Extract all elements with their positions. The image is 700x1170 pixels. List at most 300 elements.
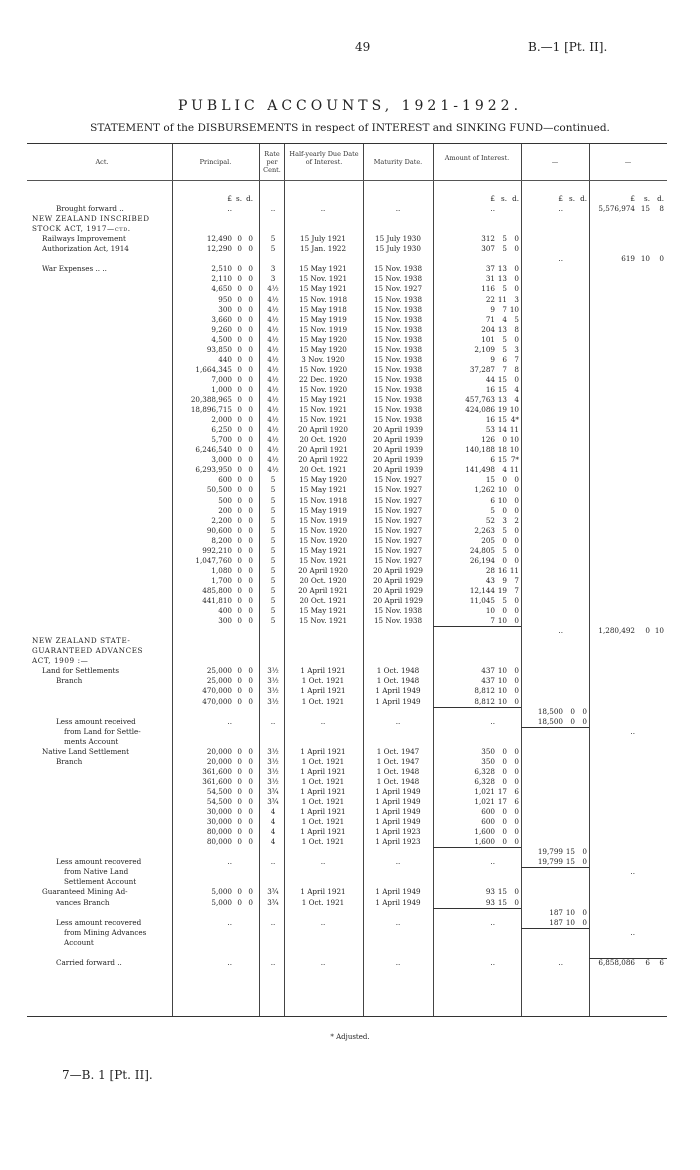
cell-ps: 0 (237, 797, 242, 806)
cell-a: .. (558, 254, 563, 264)
table-row (27, 355, 667, 365)
total-rule (521, 867, 589, 868)
cell-i: 11,045 (469, 596, 495, 605)
cell-is: 0 (502, 435, 507, 445)
cell-m: 1 Oct. 1947 (376, 746, 420, 756)
cell-pd: 0 (248, 555, 253, 565)
table-row (27, 958, 667, 968)
cell-id: 4 (514, 384, 519, 394)
cell-m: 1 April 1949 (375, 696, 421, 706)
cell-d: 20 April 1921 (298, 585, 348, 595)
cell-id: 0 (514, 756, 519, 766)
header-col-b: — (624, 158, 632, 166)
table-row (27, 767, 667, 777)
table-row (27, 918, 667, 928)
cell-ps: 0 (237, 776, 242, 786)
cell-d: .. (320, 957, 326, 967)
cell-m: 15 Nov. 1927 (373, 545, 423, 555)
cell-d: 15 Nov. 1920 (298, 525, 348, 535)
cell-pd: 0 (248, 465, 253, 475)
cell-is: s. (501, 194, 507, 203)
cell-is: 19 (497, 585, 507, 595)
table-row (27, 928, 667, 938)
cell-ps: 0 (237, 807, 242, 817)
cell-m: 15 July 1930 (375, 234, 421, 244)
cell-is: 10 (497, 495, 507, 505)
cell-d: 15 May 1921 (299, 284, 347, 294)
cell-id: 0 (514, 234, 519, 244)
total-rule (589, 958, 667, 959)
cell-pd: 0 (248, 505, 253, 515)
cell-pd: 0 (248, 585, 253, 595)
cell-d: 1 April 1921 (300, 807, 346, 817)
cell-r: 4½ (267, 304, 279, 314)
table-row (27, 898, 667, 908)
cell-m: 1 April 1949 (375, 897, 421, 907)
cell-r: 3½ (267, 756, 279, 766)
cell-r: 5 (270, 545, 276, 555)
cell-act: from Land for Settle- (64, 726, 141, 736)
table-row (27, 887, 667, 897)
cell-pd: 0 (248, 415, 253, 425)
cell-d: 20 April 1921 (298, 445, 348, 455)
cell-r: 3½ (267, 766, 279, 776)
table-row (27, 576, 667, 586)
cell-i: 1,600 (474, 827, 495, 837)
table-row (27, 787, 667, 797)
cell-r: 5 (270, 505, 276, 515)
cell-i: .. (490, 857, 495, 867)
cell-m: 1 Oct. 1947 (376, 756, 420, 766)
cell-d: 15 July 1921 (300, 234, 346, 244)
cell-a: .. (558, 626, 563, 636)
cell-i: 31 (485, 274, 495, 284)
cell-i: 140,188 (465, 445, 495, 455)
cell-i: 71 (485, 314, 495, 324)
cell-r: 4½ (267, 384, 279, 394)
cell-b: .. (630, 867, 635, 877)
cell-m: 15 Nov. 1927 (373, 495, 423, 505)
table-row (27, 757, 667, 767)
page-number: 49 (355, 40, 371, 54)
cell-i: £ (490, 194, 495, 203)
table-row (27, 867, 667, 877)
cell-is: 0 (502, 475, 507, 485)
cell-i: 6 (490, 455, 495, 465)
cell-p: 950 (218, 294, 232, 304)
cell-ps: 0 (237, 405, 242, 415)
cell-p: 80,000 (206, 837, 232, 847)
cell-id: 7 (514, 354, 519, 364)
cell-r: 4 (270, 807, 276, 817)
cell-bd: 0 (659, 254, 664, 264)
table-row (27, 837, 667, 847)
cell-act: Guaranteed Mining Ad- (42, 887, 128, 897)
cell-is: 13 (497, 395, 507, 404)
cell-act: GUARANTEED ADVANCES (32, 646, 144, 656)
cell-d: 15 Nov. 1921 (298, 555, 348, 565)
cell-i: 24,805 (469, 545, 495, 555)
cell-ps: 0 (237, 495, 242, 505)
cell-p: 200 (218, 505, 232, 515)
cell-id: 0 (514, 897, 519, 907)
cell-m: 20 April 1939 (373, 435, 423, 445)
cell-m: .. (395, 957, 401, 967)
table-row (27, 616, 667, 626)
table-row (27, 244, 667, 254)
cell-r: 5 (270, 244, 276, 254)
cell-act: Branch (56, 676, 83, 686)
cell-r: 4½ (267, 324, 279, 334)
cell-a: £ (558, 194, 563, 203)
cell-i: 28 (485, 565, 495, 575)
table-row (27, 676, 667, 686)
cell-is: 13 (497, 274, 507, 284)
cell-id: 0 (514, 284, 519, 294)
cell-m: 20 April 1929 (373, 585, 423, 595)
cell-a: 18,500 (537, 706, 563, 716)
cell-ad: d. (580, 194, 587, 203)
cell-is: 16 (497, 565, 507, 575)
cell-pd: 0 (248, 314, 253, 324)
cell-id: 0 (514, 555, 519, 565)
cell-ps: 0 (237, 455, 242, 465)
table-row (27, 214, 667, 224)
cell-r: 3 (270, 274, 276, 284)
table-row (27, 204, 667, 214)
cell-p: 12,290 (206, 244, 232, 254)
cell-i: 424,086 (465, 405, 495, 415)
cell-act: Carried forward .. (56, 957, 122, 967)
cell-id: 0 (514, 485, 519, 495)
cell-id: 0 (514, 766, 519, 776)
cell-m: 1 April 1949 (375, 686, 421, 696)
cell-m: .. (395, 917, 401, 927)
cell-pd: 0 (248, 274, 253, 284)
cell-p: 18,896,715 (190, 405, 232, 415)
cell-act: Land for Settlements (42, 666, 120, 676)
cell-r: 4½ (267, 284, 279, 294)
table-row (27, 747, 667, 757)
table-row (27, 234, 667, 244)
cell-pd: 0 (248, 234, 253, 244)
cell-m: 15 Nov. 1938 (373, 606, 423, 616)
cell-is: 19 (497, 405, 507, 415)
cell-as: 0 (570, 706, 575, 716)
table-row (27, 485, 667, 495)
cell-ps: 0 (237, 304, 242, 314)
table-row (27, 636, 667, 646)
cell-as: 15 (565, 857, 575, 867)
cell-id: 8 (514, 364, 519, 374)
cell-i: 22 (485, 294, 495, 304)
total-rule (433, 707, 521, 708)
cell-p: 3,660 (211, 314, 232, 324)
cell-m: .. (395, 857, 401, 867)
cell-id: 0 (514, 264, 519, 274)
cell-p: 2,200 (211, 515, 232, 525)
table-row (27, 596, 667, 606)
cell-b: 5,576,974 (598, 204, 635, 214)
cell-r: 3¾ (267, 786, 279, 796)
cell-ps: 0 (237, 786, 242, 796)
cell-id: 0 (514, 827, 519, 837)
cell-i: 101 (481, 334, 495, 344)
cell-d: 15 Nov. 1920 (298, 535, 348, 545)
cell-i: 6,328 (474, 776, 495, 786)
cell-i: 307 (481, 244, 495, 254)
cell-ad: 0 (582, 917, 587, 927)
cell-act: NEW ZEALAND STATE- (32, 636, 131, 646)
cell-p: 4,650 (211, 284, 232, 294)
cell-is: 15 (497, 897, 507, 907)
cell-p: 20,000 (206, 746, 232, 756)
cell-p: 441,810 (202, 596, 232, 605)
cell-pd: 0 (248, 766, 253, 776)
total-rule (433, 626, 521, 627)
cell-p: 1,700 (211, 575, 232, 585)
cell-d: 15 May 1921 (299, 485, 347, 495)
cell-is: 13 (497, 324, 507, 334)
cell-pd: 0 (248, 515, 253, 525)
cell-i: 600 (481, 817, 495, 827)
cell-ps: 0 (237, 445, 242, 455)
cell-act: Branch (56, 756, 83, 766)
cell-i: 600 (481, 807, 495, 817)
total-rule (433, 847, 521, 848)
cell-m: 1 April 1949 (375, 786, 421, 796)
cell-a: 19,799 (537, 847, 563, 857)
table-row (27, 717, 667, 727)
cell-p: .. (227, 204, 232, 214)
cell-m: 20 April 1929 (373, 596, 423, 605)
cell-is: 5 (502, 596, 507, 605)
cell-p: 25,000 (206, 666, 232, 676)
table-row (27, 335, 667, 345)
cell-id: 7 (514, 575, 519, 585)
cell-p: 300 (218, 616, 232, 626)
cell-m: 1 April 1949 (375, 887, 421, 897)
cell-ps: 0 (237, 565, 242, 575)
cell-m: 20 April 1939 (373, 425, 423, 435)
cell-d: 15 May 1920 (299, 475, 347, 485)
cell-id: 0 (514, 274, 519, 284)
cell-p: 470,000 (202, 696, 232, 706)
cell-i: 437 (481, 676, 495, 686)
cell-i: 126 (481, 435, 495, 445)
cell-id: 7* (510, 455, 519, 465)
cell-is: 10 (497, 485, 507, 495)
cell-id: 0 (514, 374, 519, 384)
cell-bs: 0 (645, 626, 650, 636)
cell-i: 350 (481, 746, 495, 756)
cell-id: 0 (514, 545, 519, 555)
statement-subtitle: STATEMENT of the DISBURSEMENTS in respect of INTEREST and SINKING FUND—continued. (90, 122, 610, 134)
table-row (27, 345, 667, 355)
cell-d: 1 Oct. 1921 (301, 797, 345, 806)
cell-i: 457,763 (465, 395, 495, 404)
cell-p: 30,000 (206, 807, 232, 817)
cell-m: 15 Nov. 1938 (373, 314, 423, 324)
cell-d: 20 Oct. 1921 (299, 596, 347, 605)
cell-act: Native Land Settlement (42, 746, 130, 756)
cell-is: 7 (502, 304, 507, 314)
cell-p: 9,260 (211, 324, 232, 334)
cell-id: 0 (514, 525, 519, 535)
cell-p: 5,700 (211, 435, 232, 445)
cell-ps: 0 (237, 515, 242, 525)
table-row (27, 315, 667, 325)
table-row (27, 254, 667, 264)
cell-id: 0 (514, 334, 519, 344)
cell-i: 350 (481, 756, 495, 766)
table-row (27, 415, 667, 425)
cell-i: 10 (485, 606, 495, 616)
cell-id: 0 (514, 244, 519, 254)
cell-pd: 0 (248, 525, 253, 535)
cell-m: 15 Nov. 1938 (373, 384, 423, 394)
cell-ps: 0 (237, 274, 242, 284)
cell-pd: 0 (248, 304, 253, 314)
cell-m: 15 Nov. 1927 (373, 515, 423, 525)
cell-ps: 0 (237, 354, 242, 364)
cell-is: 13 (497, 264, 507, 274)
cell-pd: 0 (248, 354, 253, 364)
cell-id: 0 (514, 746, 519, 756)
cell-is: 10 (497, 616, 507, 626)
cell-id: 10 (509, 445, 519, 455)
cell-id: 0 (514, 807, 519, 817)
cell-pd: 0 (248, 495, 253, 505)
table-row (27, 847, 667, 857)
cell-as: 0 (570, 716, 575, 726)
cell-is: 0 (502, 505, 507, 515)
cell-is: 10 (497, 676, 507, 686)
cell-as: 10 (565, 917, 575, 927)
cell-pd: 0 (248, 475, 253, 485)
cell-i: 16 (485, 384, 495, 394)
cell-act: War Expenses .. .. (42, 264, 107, 274)
cell-r: 4½ (267, 445, 279, 455)
cell-r: 4½ (267, 294, 279, 304)
cell-d: 15 Nov. 1920 (298, 364, 348, 374)
cell-act: ACT, 1909 :— (32, 656, 89, 666)
cell-m: 15 Nov. 1927 (373, 525, 423, 535)
cell-i: 7 (490, 616, 495, 626)
cell-i: 12,144 (469, 585, 495, 595)
cell-m: 15 Nov. 1938 (373, 364, 423, 374)
cell-r: 5 (270, 495, 276, 505)
cell-i: 53 (485, 425, 495, 435)
cell-p: 12,490 (206, 234, 232, 244)
cell-pd: 0 (248, 545, 253, 555)
cell-d: 22 Dec. 1920 (298, 374, 348, 384)
cell-i: 2,263 (474, 525, 495, 535)
cell-d: 15 Nov. 1921 (298, 616, 348, 626)
cell-r: 4½ (267, 374, 279, 384)
cell-i: 1,021 (474, 786, 495, 796)
table-row (27, 516, 667, 526)
cell-m: .. (395, 716, 401, 726)
cell-p: 440 (218, 354, 232, 364)
cell-as: 15 (565, 847, 575, 857)
cell-ps: 0 (237, 596, 242, 605)
cell-p: .. (227, 957, 232, 967)
cell-pd: 0 (248, 535, 253, 545)
cell-m: 1 Oct. 1948 (376, 766, 420, 776)
cell-as: s. (569, 194, 575, 203)
cell-d: 20 Oct. 1921 (299, 465, 347, 475)
cell-r: .. (270, 716, 276, 726)
cell-i: 2,109 (474, 344, 495, 354)
cell-is: 0 (502, 535, 507, 545)
cell-r: 5 (270, 555, 276, 565)
cell-b: .. (630, 726, 635, 736)
cell-pd: 0 (248, 264, 253, 274)
cell-p: 25,000 (206, 676, 232, 686)
cell-ps: 0 (237, 666, 242, 676)
cell-id: 2 (514, 515, 519, 525)
cell-p: 2,510 (211, 264, 232, 274)
cell-bd: d. (657, 194, 664, 203)
cell-act: from Mining Advances (64, 927, 147, 937)
cell-pd: 0 (248, 455, 253, 465)
cell-r: 5 (270, 616, 276, 626)
cell-is: 5 (502, 234, 507, 244)
table-row (27, 194, 667, 204)
table-row (27, 435, 667, 445)
cell-d: .. (320, 716, 326, 726)
cell-is: 15 (497, 384, 507, 394)
cell-act: Less amount recovered (56, 857, 142, 867)
table-row (27, 284, 667, 294)
cell-p: 80,000 (206, 827, 232, 837)
cell-d: 1 Oct. 1921 (301, 776, 345, 786)
cell-id: 10 (509, 435, 519, 445)
cell-pd: 0 (248, 897, 253, 907)
cell-r: 4 (270, 827, 276, 837)
cell-act: vances Branch (56, 897, 110, 907)
cell-pd: 0 (248, 606, 253, 616)
cell-pd: 0 (248, 817, 253, 827)
table-row (27, 666, 667, 676)
cell-d: 15 Nov. 1919 (298, 515, 348, 525)
cell-d: 15 May 1921 (299, 606, 347, 616)
cell-i: 141,498 (465, 465, 495, 475)
cell-p: 5,000 (211, 897, 232, 907)
cell-a: 19,799 (537, 857, 563, 867)
table-row (27, 395, 667, 405)
table-row (27, 777, 667, 787)
cell-p: 50,500 (206, 485, 232, 495)
cell-id: 0 (514, 535, 519, 545)
cell-i: 93 (485, 887, 495, 897)
cell-i: 9 (490, 354, 495, 364)
table-row (27, 626, 667, 636)
cell-i: 8,812 (474, 696, 495, 706)
table-row (27, 727, 667, 737)
cell-ps: 0 (237, 314, 242, 324)
cell-is: 5 (502, 284, 507, 294)
cell-i: 16 (485, 415, 495, 425)
table-row (27, 737, 667, 747)
table-row (27, 526, 667, 536)
cell-id: 0 (514, 666, 519, 676)
cell-is: 0 (502, 766, 507, 776)
cell-bs: 15 (640, 204, 650, 214)
cell-i: 1,021 (474, 797, 495, 806)
table-row (27, 546, 667, 556)
